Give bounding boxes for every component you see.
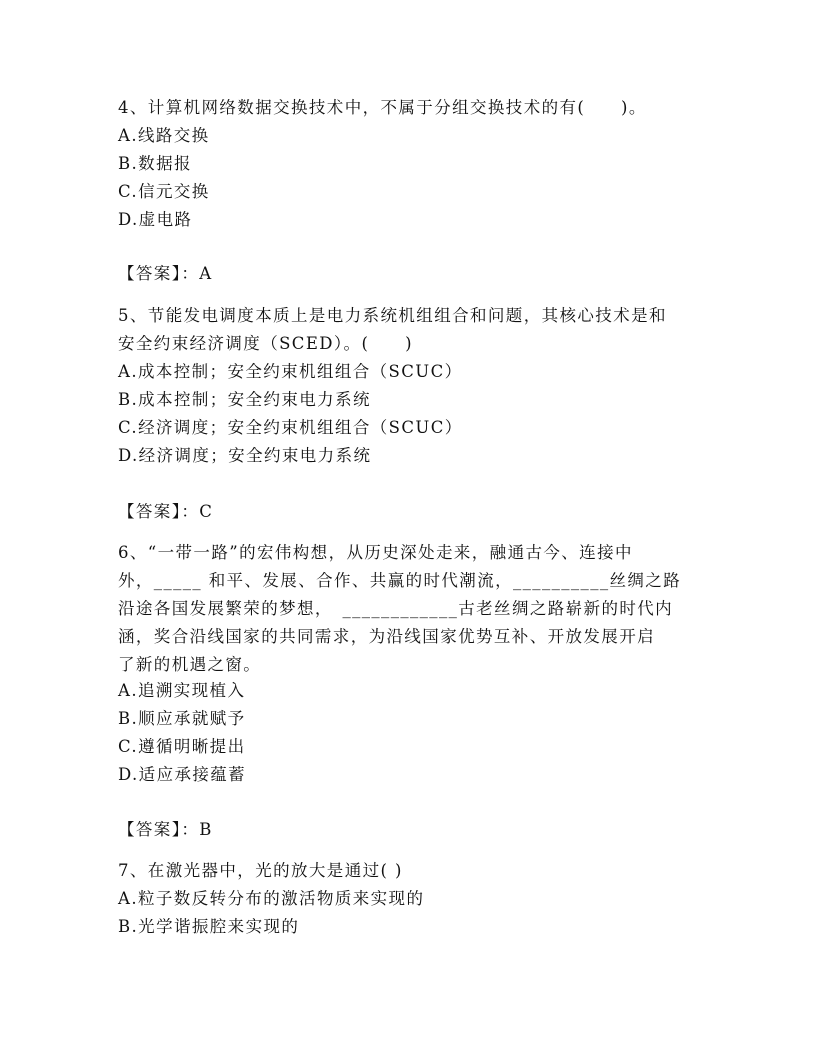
question-5-option-c: C.经济调度；安全约束机组组合（SCUC） — [118, 418, 463, 437]
question-6-stem-line-3: 沿途各国发展繁荣的梦想， ____________古老丝绸之路崭新的时代内 — [118, 599, 674, 618]
question-6-option-c: C.遵循明晰提出 — [118, 737, 246, 756]
question-6-stem-line-5: 了新的机遇之窗。 — [118, 655, 262, 674]
question-5-option-d: D.经济调度；安全约束电力系统 — [118, 446, 372, 465]
question-5-option-a: A.成本控制；安全约束机组组合（SCUC） — [118, 362, 463, 381]
question-4-option-a: A.线路交换 — [118, 126, 210, 145]
question-6-answer: 【答案】：B — [118, 820, 213, 839]
question-6-stem-line-4: 涵，奖合沿线国家的共同需求，为沿线国家优势互补、开放发展开启 — [118, 627, 655, 646]
question-4-stem-line-1: 4、计算机网络数据交换技术中，不属于分组交换技术的有( )。 — [118, 98, 647, 117]
question-6-stem-line-2: 外，_____ 和平、发展、合作、共赢的时代潮流，__________丝绸之路 — [118, 571, 682, 590]
question-6-option-a: A.追溯实现植入 — [118, 681, 246, 700]
question-7-option-a: A.粒子数反转分布的激活物质来实现的 — [118, 889, 425, 908]
question-6-option-d: D.适应承接蕴蓄 — [118, 765, 247, 784]
question-4-option-d: D.虚电路 — [118, 210, 193, 229]
question-4-option-b: B.数据报 — [118, 154, 192, 173]
question-6-stem-line-1: 6、“一带一路”的宏伟构想，从历史深处走来，融通古今、连接中 — [118, 543, 633, 562]
question-7-stem-line-1: 7、在激光器中，光的放大是通过( ) — [118, 861, 403, 880]
question-5-option-b: B.成本控制；安全约束电力系统 — [118, 390, 371, 409]
question-4-option-c: C.信元交换 — [118, 182, 210, 201]
question-5-stem-line-1: 5、节能发电调度本质上是电力系统机组组合和问题，其核心技术是和 — [118, 306, 667, 325]
question-5-stem-line-2: 安全约束经济调度（SCED）。( ) — [118, 334, 413, 353]
question-5-answer: 【答案】：C — [118, 502, 214, 521]
question-4-answer: 【答案】：A — [118, 264, 213, 283]
question-7-option-b: B.光学谐振腔来实现的 — [118, 917, 300, 936]
question-6-option-b: B.顺应承就赋予 — [118, 709, 246, 728]
